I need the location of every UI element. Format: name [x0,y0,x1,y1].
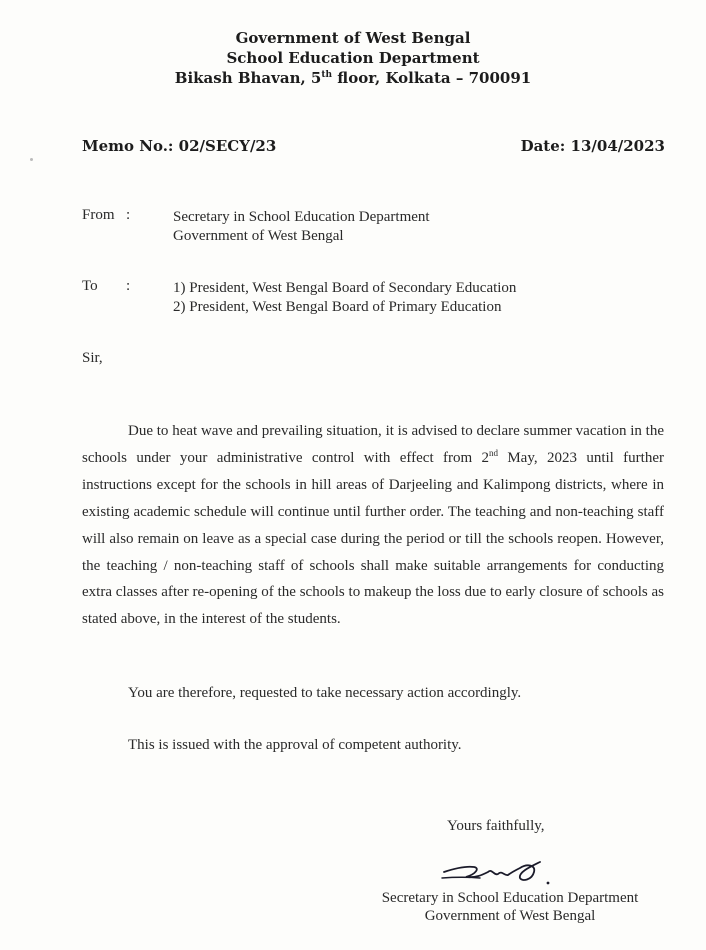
from-block [173,208,430,246]
signatory-title: Secretary in School Education Department [381,890,639,906]
from-label: From [82,207,115,223]
para-superscript: nd [488,447,498,458]
letterhead-government: Government of West Bengal [235,29,471,47]
to-block [173,279,516,317]
letterhead-address [0,68,706,88]
to-colon: : [126,278,131,294]
body-paragraph-3: This is issued with the approval of competent authority. [128,737,462,753]
address-part: floor, Kolkata – 700091 [332,69,532,87]
closing-line: Yours faithfully, [447,818,545,834]
from-line: Government of West Bengal [173,228,344,244]
address-part: Bikash Bhavan, 5 [174,69,322,87]
memo-date: Date: 13/04/2023 [520,137,665,155]
to-line: 1) President, West Bengal Board of Secondary Education [173,280,517,296]
from-colon: : [126,207,131,223]
salutation: Sir, [82,350,103,366]
to-line: 2) President, West Bengal Board of Primary Education [173,299,502,315]
para-text: Due to heat wave and prevailing situation, it is advised to declare summer vacation in the schools under your administrative control with effect from 2 [82,423,664,466]
letterhead-department: School Education Department [226,49,480,67]
signatory-government: Government of West Bengal [424,908,596,924]
signatory-block [360,889,660,925]
to-label: To [82,278,98,294]
from-line: Secretary in School Education Department [173,209,430,225]
scan-speck [30,158,33,161]
handwritten-signature [436,850,576,890]
memo-number: Memo No.: 02/SECY/23 [82,137,277,155]
body-paragraph-2: You are therefore, requested to take necessary action accordingly. [128,685,522,701]
body-paragraph-1 [82,418,664,633]
address-superscript: th [321,70,333,80]
para-text: May, 2023 until further instructions except for the schools in hill areas of Darjeeling and Kalimpong districts, where in existing academic schedule will continue until further order. The teaching and non-teaching staff will also remain on leave as a special case during the period or till the schools reopen. However, the teaching / non-teaching staff of schools shall make suitable arrangements for conducting extra classes after re-opening of the schools to makeup the loss due to early closure of schools as stated above, in the interest of the students. [82,449,664,628]
letterhead [0,28,706,88]
